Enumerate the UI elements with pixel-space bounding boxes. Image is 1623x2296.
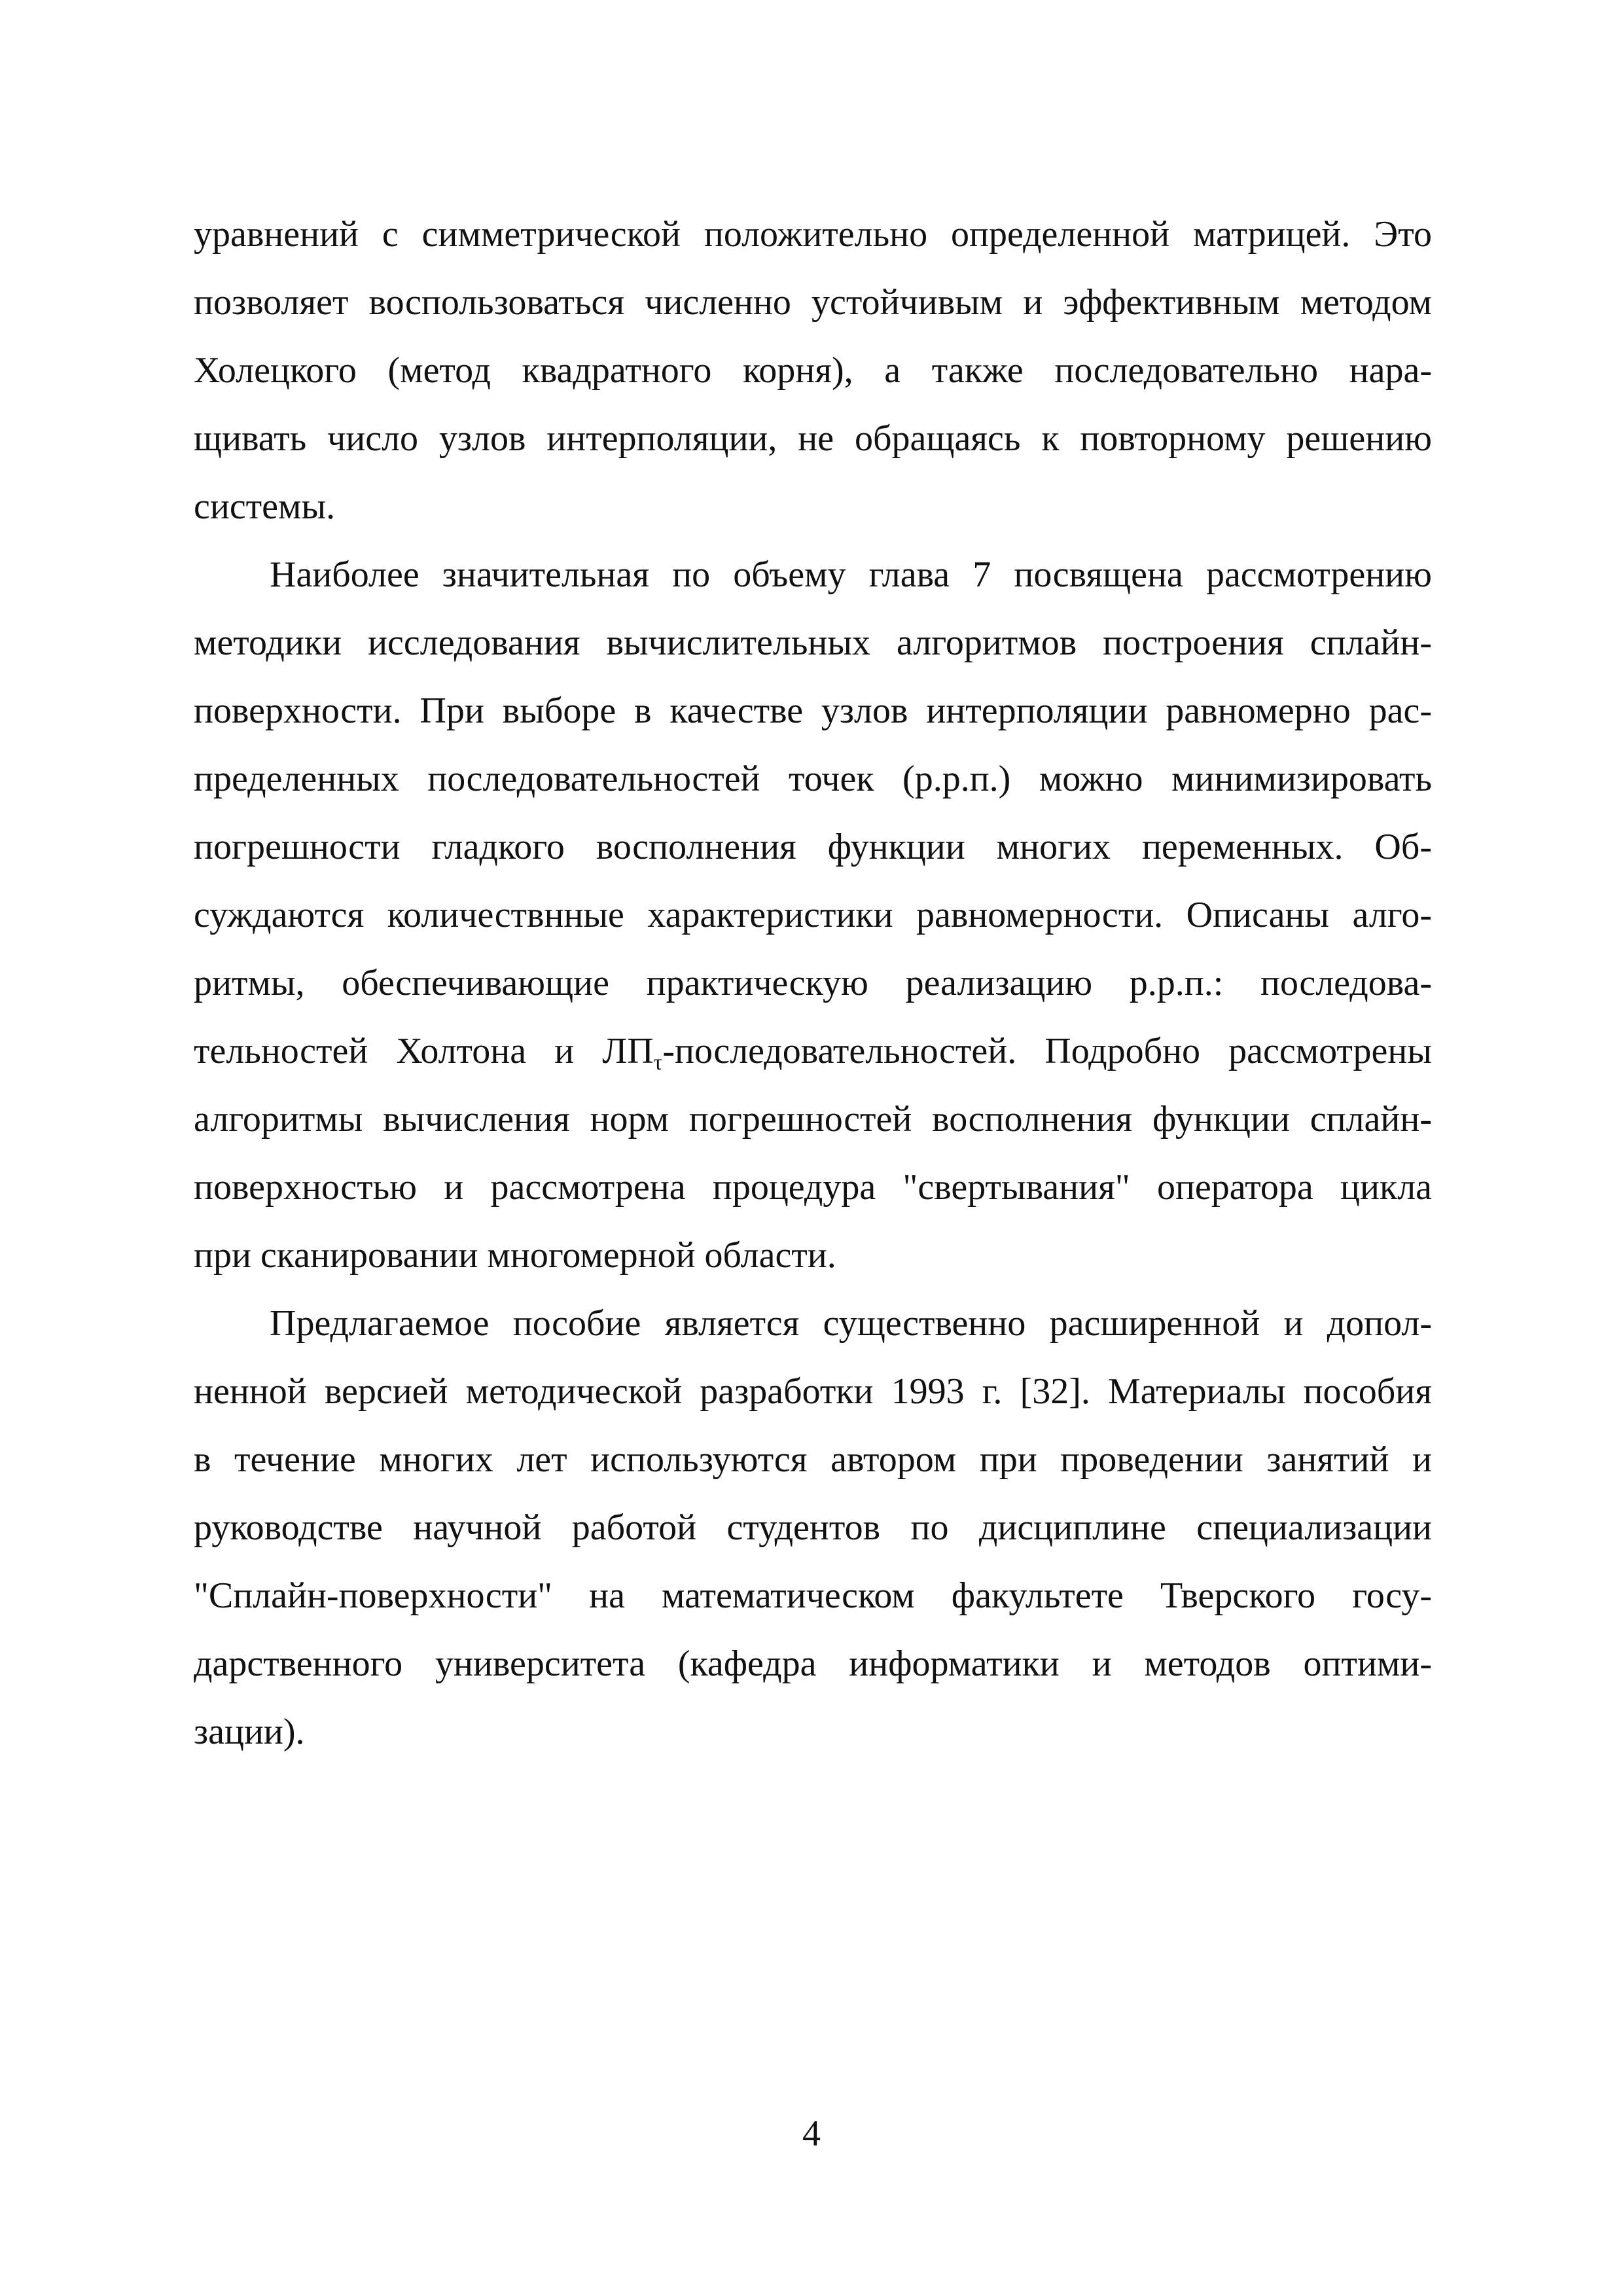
text-line: зации). <box>194 1712 305 1752</box>
text-line-with-subscript <box>194 1025 1432 1093</box>
text-line: щивать число узлов интерполяции, не обращаясь к повторному решению <box>194 418 1432 459</box>
text-line: позволяет воспользоваться численно устойчивым и эффективным методом <box>194 282 1432 323</box>
paragraph-3 <box>194 1297 1432 1774</box>
text-line: Холецкого (метод квадратного корня), а также последовательно нара- <box>194 350 1432 391</box>
text-line: алгоритмы вычисления норм погрешностей восполнения функции сплайн- <box>194 1099 1432 1139</box>
page-number: 4 <box>802 2113 821 2154</box>
body-text <box>194 208 1432 1774</box>
text-line: поверхностью и рассмотрена процедура "свертывания" оператора цикла <box>194 1167 1432 1208</box>
text-line: дарственного университета (кафедра информатики и методов оптими- <box>194 1643 1432 1684</box>
text-line: методики исследования вычислительных алгоритмов построения сплайн- <box>194 622 1432 663</box>
text-line: ненной версией методической разработки 1993 г. [32]. Материалы пособия <box>194 1371 1432 1412</box>
text-line: руководстве научной работой студентов по дисциплине специализации <box>194 1507 1432 1548</box>
text-segment: тельностей Холтона и ЛП <box>194 1031 654 1071</box>
text-line: "Сплайн-поверхности" на математическом факультете Тверского госу- <box>194 1575 1432 1616</box>
text-line: погрешности гладкого восполнения функции многих переменных. Об- <box>194 827 1432 867</box>
text-line: уравнений с симметрической положительно определенной матрицей. Это <box>194 214 1432 255</box>
text-line: Предлагаемое пособие является существенно расширенной и допол- <box>270 1303 1432 1344</box>
text-line: пределенных последовательностей точек (р.р.п.) можно минимизировать <box>194 759 1432 799</box>
text-line: Наиболее значительная по объему глава 7 посвящена рассмотрению <box>270 554 1432 595</box>
text-line: суждаются количествнные характеристики равномерности. Описаны алго- <box>194 895 1432 935</box>
text-line: системы. <box>194 486 336 527</box>
paragraph-1 <box>194 208 1432 548</box>
text-line: при сканировании многомерной области. <box>194 1235 836 1276</box>
paragraph-2 <box>194 548 1432 1297</box>
subscript-tau: τ <box>653 1050 663 1075</box>
text-line: в течение многих лет используются автором при проведении занятий и <box>194 1439 1432 1480</box>
text-line: поверхности. При выборе в качестве узлов интерполяции равномерно рас- <box>194 691 1432 731</box>
text-segment: -последовательностей. Подробно рассмотрены <box>662 1031 1433 1071</box>
text-line: ритмы, обеспечивающие практическую реализацию р.р.п.: последова- <box>194 963 1432 1003</box>
